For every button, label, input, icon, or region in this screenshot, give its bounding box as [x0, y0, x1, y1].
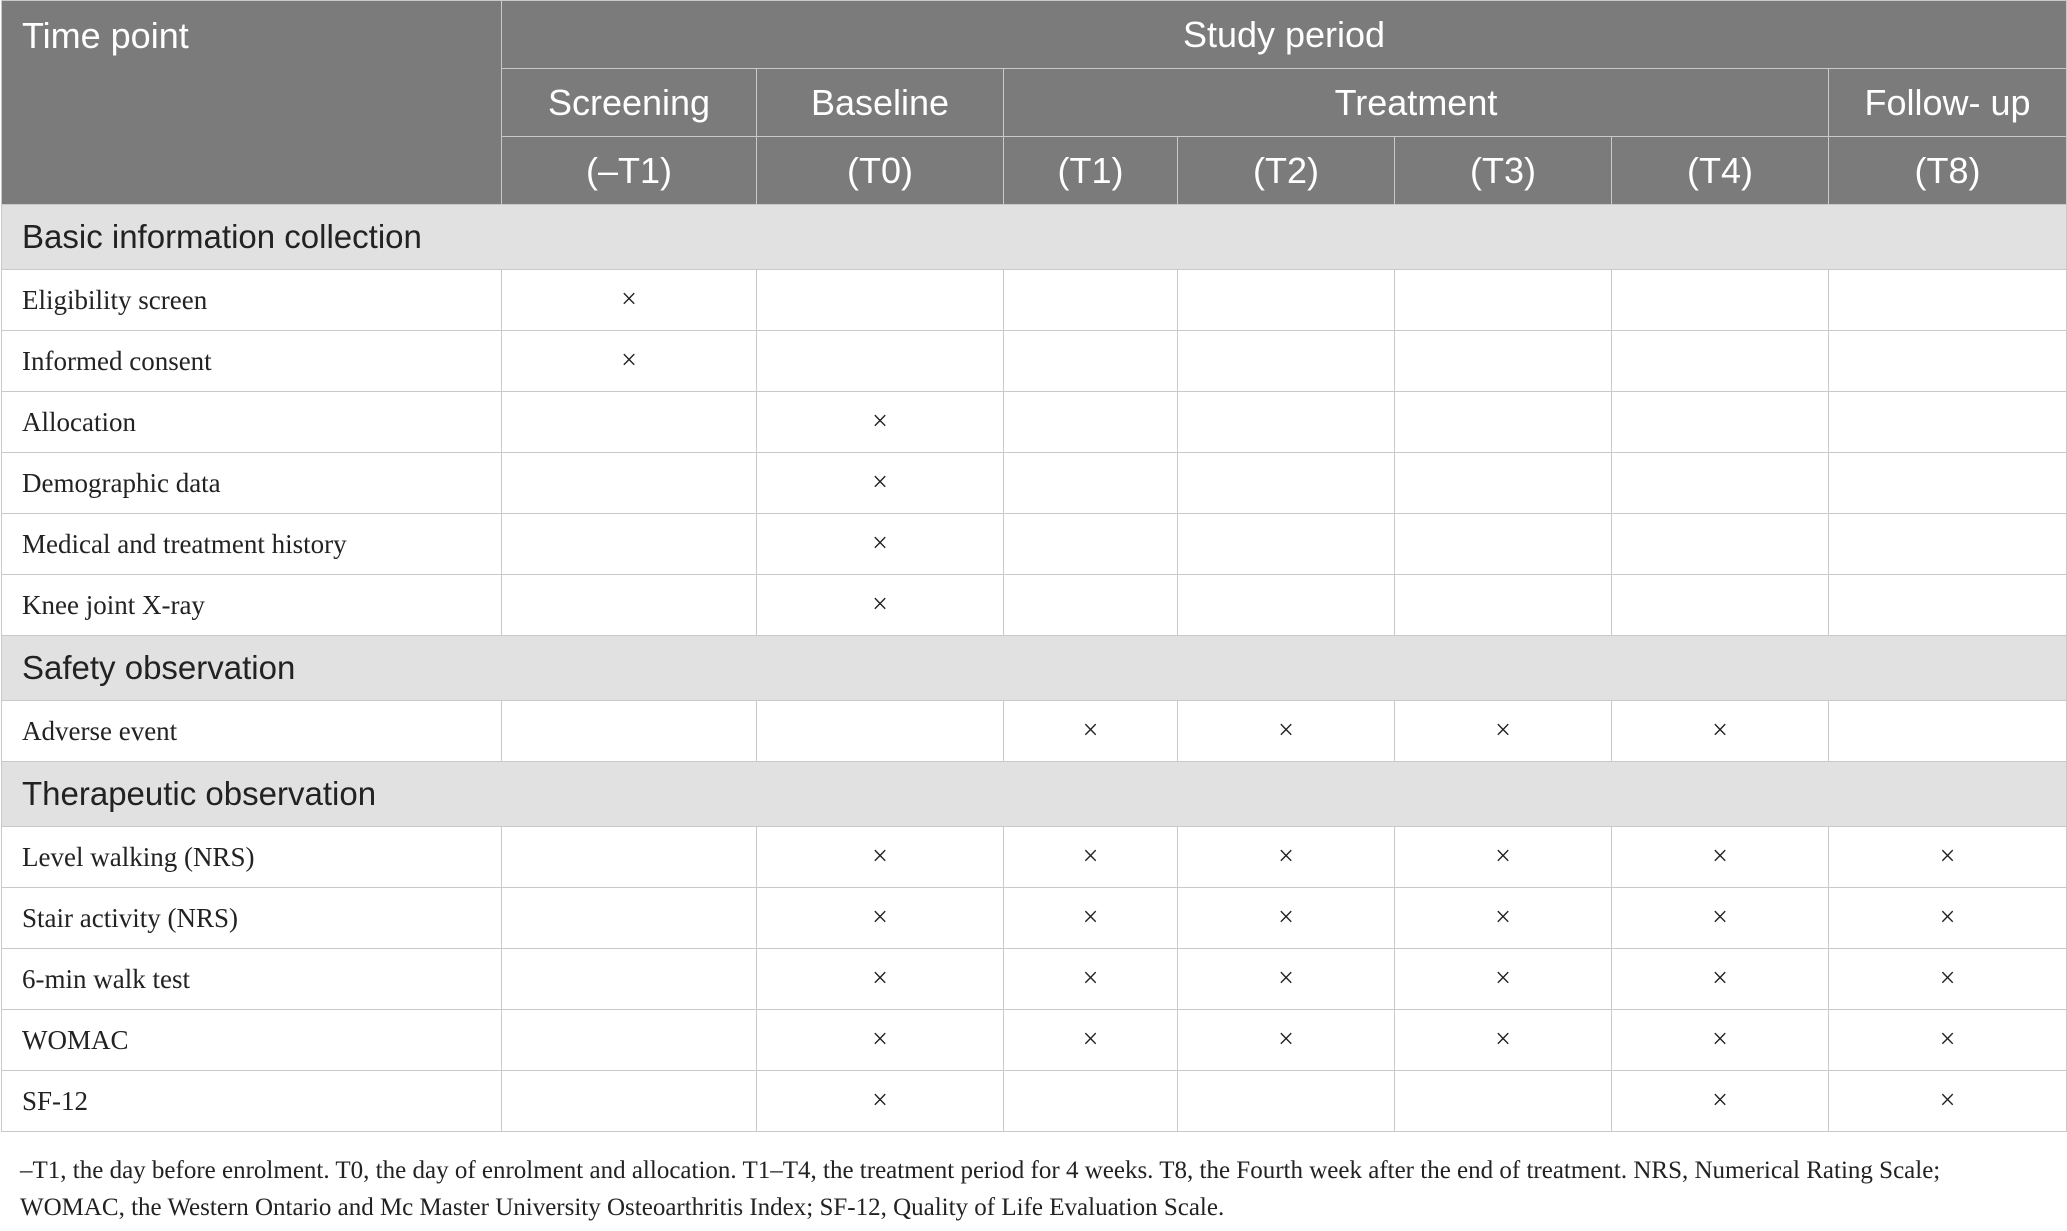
header-timepoint-t0: (T0)	[757, 137, 1004, 205]
schedule-cell	[1612, 331, 1829, 392]
row-label: Eligibility screen	[2, 270, 502, 331]
section-title: Therapeutic observation	[2, 762, 2067, 827]
schedule-cell: ×	[1829, 1071, 2067, 1132]
schedule-cell: ×	[757, 453, 1004, 514]
schedule-cell: ×	[502, 331, 757, 392]
schedule-cell	[1178, 514, 1395, 575]
schedule-cell: ×	[1612, 888, 1829, 949]
schedule-cell	[1829, 453, 2067, 514]
header-timepoint-minus-t1: (–T1)	[502, 137, 757, 205]
row-label: Medical and treatment history	[2, 514, 502, 575]
table-row	[2, 888, 2067, 949]
schedule-cell: ×	[1829, 1010, 2067, 1071]
schedule-cell	[1178, 392, 1395, 453]
schedule-cell	[1829, 270, 2067, 331]
schedule-cell: ×	[1612, 949, 1829, 1010]
schedule-cell	[1829, 514, 2067, 575]
table-row	[2, 514, 2067, 575]
schedule-cell	[1004, 453, 1178, 514]
row-label: 6-min walk test	[2, 949, 502, 1010]
table-row	[2, 575, 2067, 636]
schedule-cell: ×	[757, 392, 1004, 453]
schedule-cell: ×	[1004, 827, 1178, 888]
row-label: WOMAC	[2, 1010, 502, 1071]
schedule-cell	[1829, 575, 2067, 636]
header-timepoint-t8: (T8)	[1829, 137, 2067, 205]
schedule-cell	[1612, 575, 1829, 636]
table-row	[2, 270, 2067, 331]
row-label: SF-12	[2, 1071, 502, 1132]
header-study-period: Study period	[502, 1, 2067, 69]
section-row	[2, 762, 2067, 827]
schedule-cell	[1612, 453, 1829, 514]
schedule-cell	[1004, 575, 1178, 636]
schedule-cell	[502, 453, 757, 514]
schedule-cell	[1004, 270, 1178, 331]
header-phase-baseline: Baseline	[757, 69, 1004, 137]
study-schedule-table	[1, 0, 2067, 1132]
schedule-cell	[502, 575, 757, 636]
schedule-cell	[1004, 331, 1178, 392]
schedule-cell	[1395, 331, 1612, 392]
table-body	[2, 205, 2067, 1132]
schedule-cell: ×	[1004, 701, 1178, 762]
schedule-cell	[1004, 514, 1178, 575]
schedule-cell	[1829, 331, 2067, 392]
schedule-cell	[1829, 392, 2067, 453]
schedule-cell: ×	[1395, 949, 1612, 1010]
table-row	[2, 949, 2067, 1010]
schedule-cell	[502, 827, 757, 888]
schedule-cell: ×	[1004, 888, 1178, 949]
schedule-cell	[502, 888, 757, 949]
schedule-cell	[502, 701, 757, 762]
header-phase-followup: Follow- up	[1829, 69, 2067, 137]
table-row	[2, 392, 2067, 453]
schedule-cell: ×	[1395, 701, 1612, 762]
schedule-cell	[1395, 514, 1612, 575]
schedule-cell	[502, 392, 757, 453]
schedule-cell	[1612, 270, 1829, 331]
schedule-cell: ×	[1612, 1071, 1829, 1132]
schedule-cell	[1178, 270, 1395, 331]
table-row	[2, 827, 2067, 888]
row-label: Allocation	[2, 392, 502, 453]
section-row	[2, 636, 2067, 701]
table-row	[2, 701, 2067, 762]
header-time-point: Time point	[2, 1, 502, 205]
schedule-cell: ×	[1395, 888, 1612, 949]
schedule-cell	[757, 270, 1004, 331]
schedule-cell: ×	[1178, 701, 1395, 762]
schedule-cell	[1395, 392, 1612, 453]
schedule-cell: ×	[1612, 701, 1829, 762]
row-label: Demographic data	[2, 453, 502, 514]
table-footnote: –T1, the day before enrolment. T0, the day of enrolment and allocation. T1–T4, the treatment period for 4 weeks. T8, the Fourth week after the end of treatment. NRS, Numerical Rating Scale; WOMAC, the Western Ontario and Mc Master University Osteoarthritis Index; SF-12, Quality of Life Evaluation Scale.	[20, 1157, 1941, 1221]
schedule-cell	[1612, 392, 1829, 453]
schedule-cell	[1612, 514, 1829, 575]
schedule-cell: ×	[1395, 1010, 1612, 1071]
table-row	[2, 453, 2067, 514]
section-title: Safety observation	[2, 636, 2067, 701]
schedule-cell	[1178, 331, 1395, 392]
schedule-cell: ×	[757, 827, 1004, 888]
schedule-cell: ×	[502, 270, 757, 331]
schedule-cell: ×	[1829, 949, 2067, 1010]
schedule-cell	[757, 331, 1004, 392]
row-label: Level walking (NRS)	[2, 827, 502, 888]
schedule-cell: ×	[1178, 949, 1395, 1010]
header-phase-treatment: Treatment	[1004, 69, 1829, 137]
header-timepoint-t4: (T4)	[1612, 137, 1829, 205]
schedule-cell: ×	[1004, 1010, 1178, 1071]
row-label: Informed consent	[2, 331, 502, 392]
schedule-cell	[502, 949, 757, 1010]
schedule-cell	[1004, 392, 1178, 453]
table-row	[2, 1010, 2067, 1071]
table-row	[2, 331, 2067, 392]
header-phase-screening: Screening	[502, 69, 757, 137]
schedule-cell: ×	[757, 514, 1004, 575]
schedule-cell	[1395, 453, 1612, 514]
schedule-cell	[1395, 575, 1612, 636]
header-timepoint-t3: (T3)	[1395, 137, 1612, 205]
schedule-cell: ×	[1395, 827, 1612, 888]
schedule-cell	[1178, 575, 1395, 636]
schedule-cell: ×	[1178, 827, 1395, 888]
schedule-cell: ×	[1178, 1010, 1395, 1071]
table-header	[2, 1, 2067, 205]
schedule-cell	[502, 514, 757, 575]
schedule-cell	[1178, 1071, 1395, 1132]
schedule-cell	[1395, 1071, 1612, 1132]
row-label: Adverse event	[2, 701, 502, 762]
schedule-cell: ×	[757, 949, 1004, 1010]
row-label: Stair activity (NRS)	[2, 888, 502, 949]
schedule-cell	[1829, 701, 2067, 762]
schedule-cell: ×	[1178, 888, 1395, 949]
schedule-cell	[502, 1010, 757, 1071]
schedule-cell: ×	[757, 1071, 1004, 1132]
schedule-cell: ×	[757, 575, 1004, 636]
schedule-cell: ×	[1829, 888, 2067, 949]
section-row	[2, 205, 2067, 270]
table-row	[2, 1071, 2067, 1132]
schedule-cell	[757, 701, 1004, 762]
schedule-cell	[1395, 270, 1612, 331]
schedule-cell: ×	[1829, 827, 2067, 888]
schedule-cell: ×	[1612, 1010, 1829, 1071]
row-label: Knee joint X-ray	[2, 575, 502, 636]
header-timepoint-t2: (T2)	[1178, 137, 1395, 205]
section-title: Basic information collection	[2, 205, 2067, 270]
header-timepoint-t1: (T1)	[1004, 137, 1178, 205]
schedule-cell	[1004, 1071, 1178, 1132]
schedule-cell: ×	[1004, 949, 1178, 1010]
schedule-cell	[1178, 453, 1395, 514]
schedule-cell: ×	[757, 888, 1004, 949]
schedule-cell: ×	[1612, 827, 1829, 888]
schedule-cell: ×	[757, 1010, 1004, 1071]
schedule-cell	[502, 1071, 757, 1132]
